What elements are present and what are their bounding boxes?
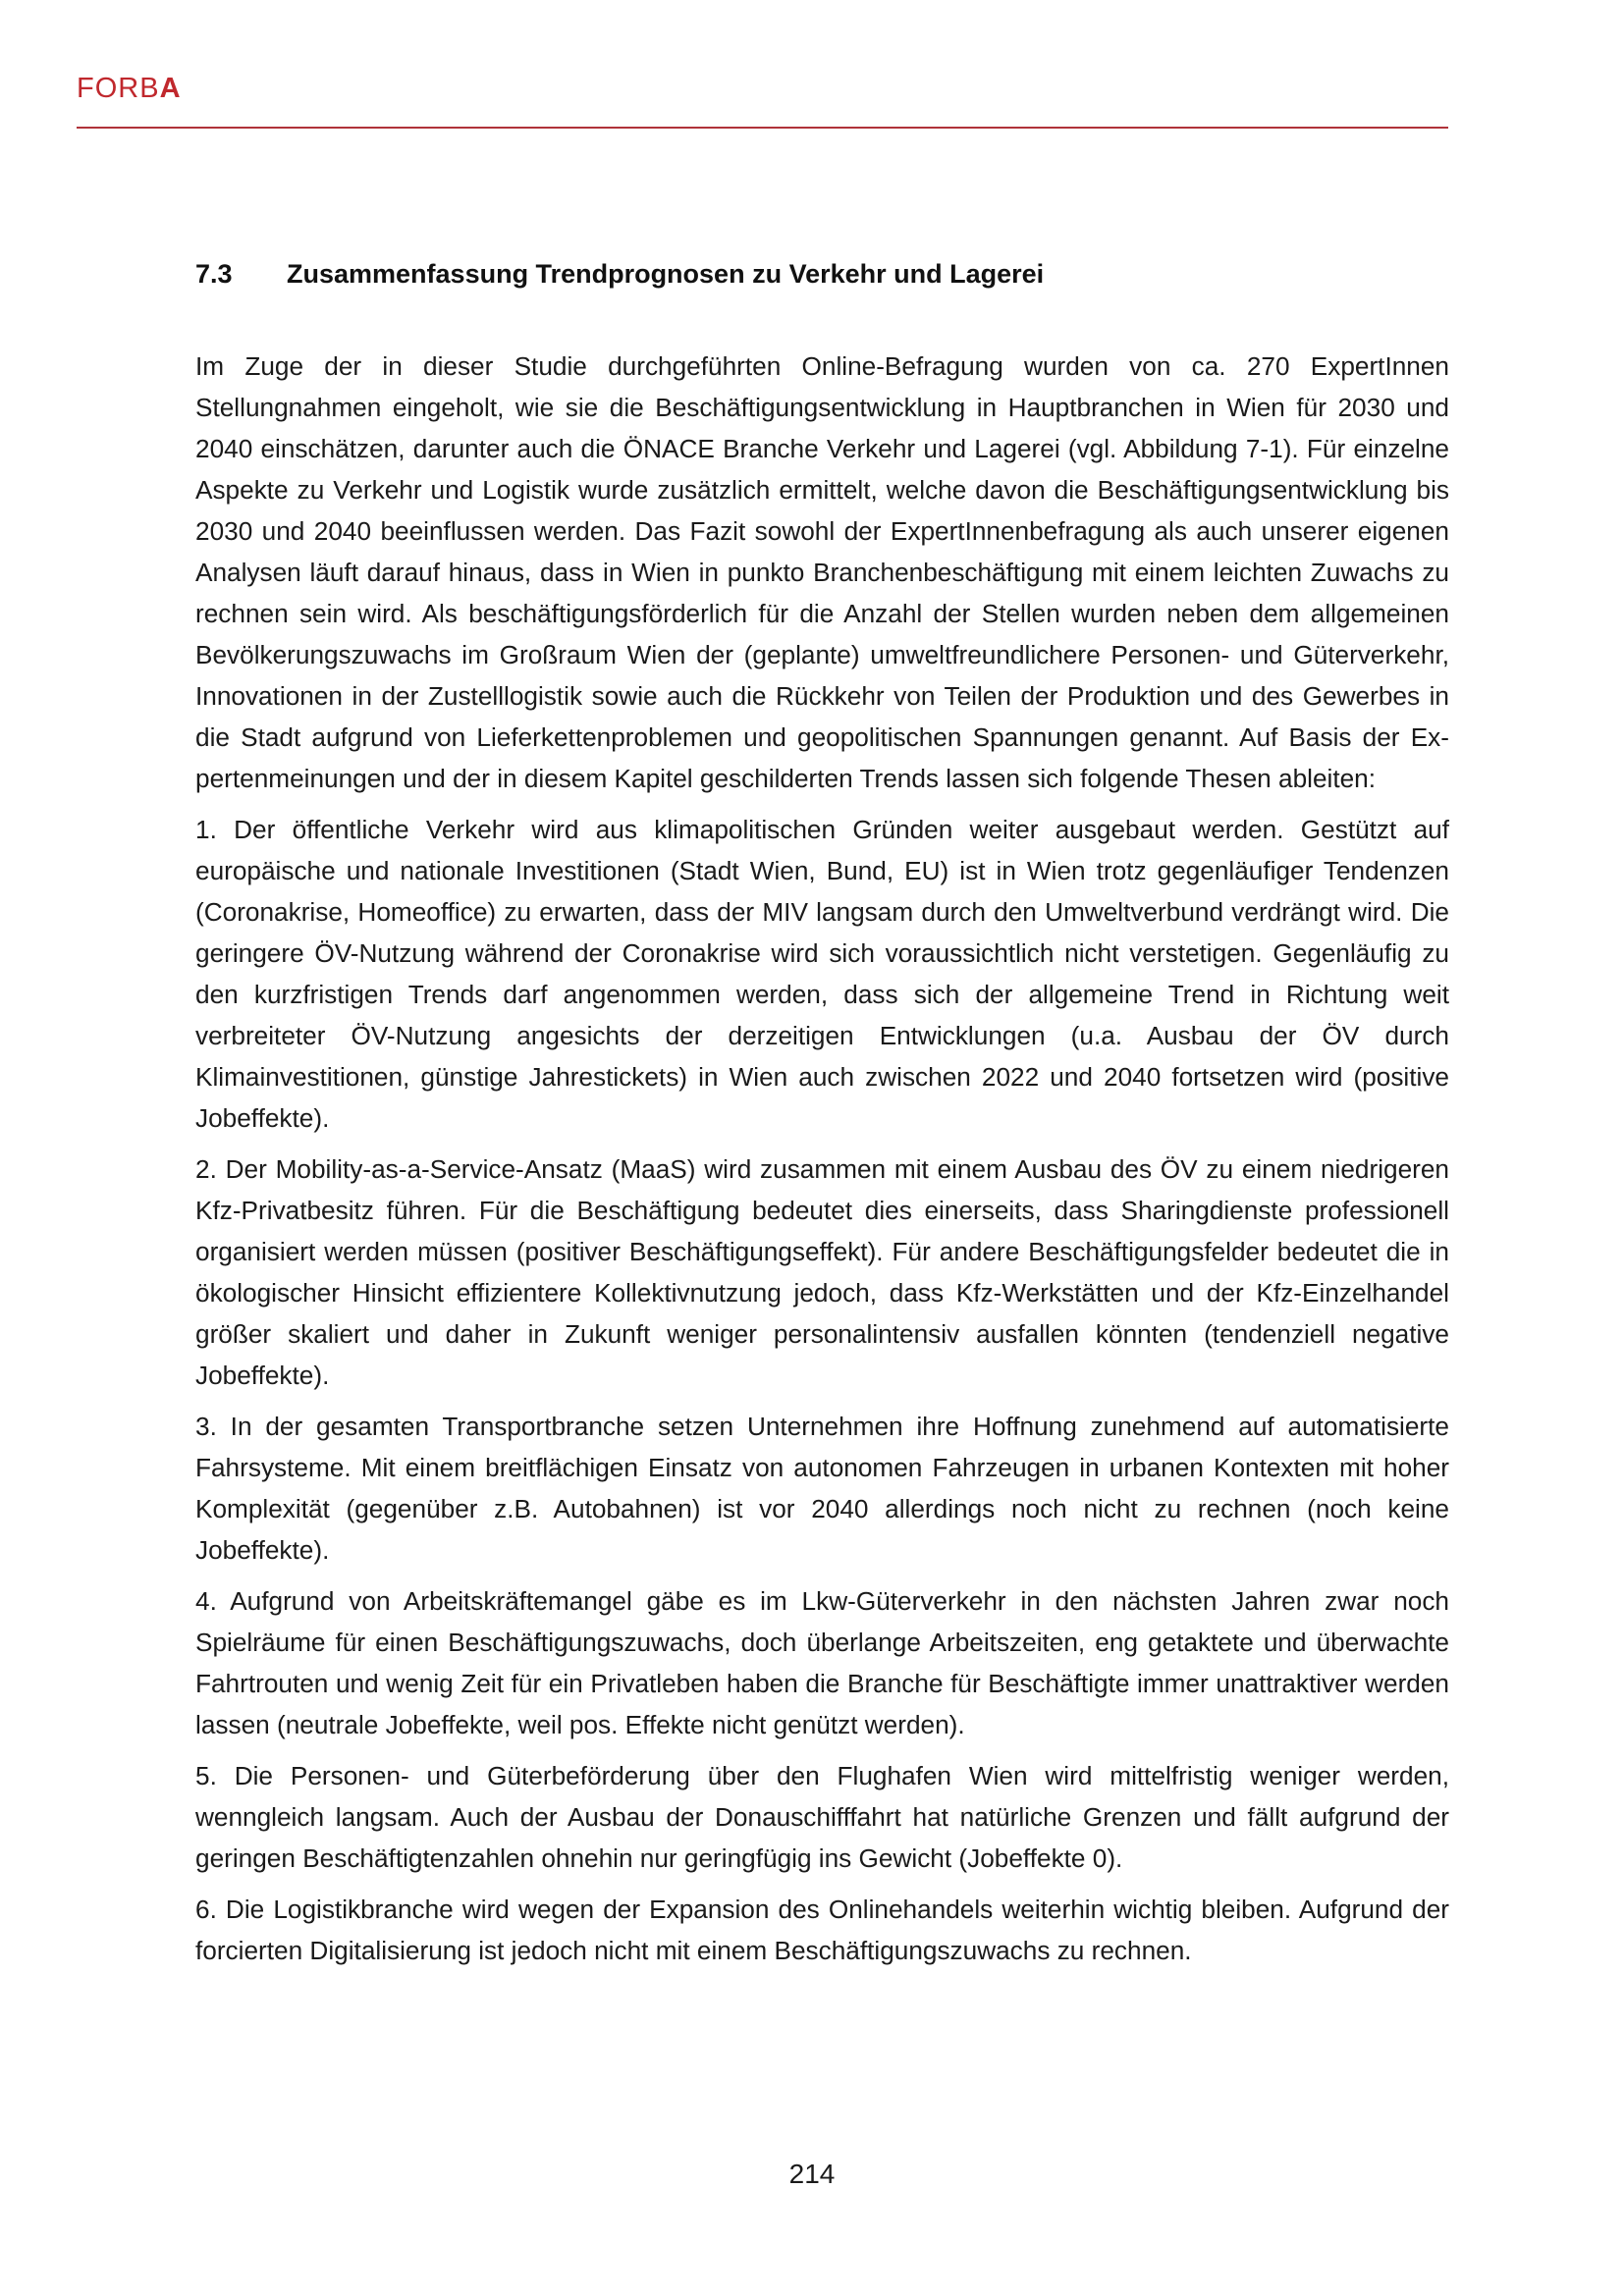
- logo-text-part2: A: [159, 73, 182, 104]
- section-title: Zusammenfassung Trendprognosen zu Verkehr und Lagerei: [287, 259, 1045, 289]
- thesis-paragraph-6: 6. Die Logistikbranche wird wegen der Expansion des Onlinehandels weiterhin wichtig bleiben. Aufgrund der forcierten Digitalisierung ist jedoch nicht mit einem Beschäftigungszuwachs zu rechnen.: [195, 1895, 1449, 1965]
- section-heading: [195, 259, 1044, 290]
- page-number: 214: [788, 2159, 836, 2189]
- thesis-paragraph-1: 1. Der öffentliche Verkehr wird aus klimapolitischen Gründen weiter ausgebaut werden. Gestützt auf europäische und nationale Investitionen (Stadt Wien, Bund, EU) ist in Wien trotz gegenläufiger Tendenzen (Coronakrise, Homeoffice) zu erwarten, dass der MIV langsam durch den Umweltverbund verdrängt wird. Die geringere ÖV-Nutzung während der Coronakrise wird sich voraussichtlich nicht verstetigen. Gegenläufig zu den kurzfristigen Trends darf angenommen werden, dass sich der allgemeine Trend in Richtung weit verbreiteter ÖV-Nutzung angesichts der derzeitigen Entwicklungen (u.a. Ausbau der ÖV durch Klimainvestitionen, günstige Jahrestickets) in Wien auch zwischen 2022 und 2040 fortsetzen wird (positive Jobeffekte).: [195, 815, 1449, 1133]
- intro-paragraph: Im Zuge der in dieser Studie durchgeführten Online-Befragung wurden von ca. 270 ExpertInnen Stellungnahmen eingeholt, wie sie die Beschäftigungsentwicklung in Hauptbranchen in Wien für 2030 und 2040 einschätzen, darunter auch die ÖNACE Branche Verkehr und Lagerei (vgl. Abbildung 7-1). Für einzelne Aspekte zu Verkehr und Logistik wurde zusätzlich ermittelt, welche davon die Beschäftigungsentwicklung bis 2030 und 2040 beeinflussen werden. Das Fazit sowohl der ExpertInnenbefragung als auch unserer eigenen Analysen läuft darauf hinaus, dass in Wien in punkto Branchenbeschäftigung mit einem leichten Zuwachs zu rechnen sein wird. Als beschäftigungsförderlich für die Anzahl der Stellen wurden neben dem allgemeinen Bevölkerungszuwachs im Großraum Wien der (geplante) umweltfreundlichere Personen- und Güterverkehr, Innovationen in der Zustelllogistik sowie auch die Rückkehr von Teilen der Produktion und des Gewerbes in die Stadt aufgrund von Lieferkettenproblemen und geopolitischen Spannungen genannt. Auf Basis der Expertenmeinungen und der in diesem Kapitel geschilderten Trends lassen sich folgende Thesen ableiten:: [195, 351, 1449, 793]
- thesis-paragraph-2: 2. Der Mobility-as-a-Service-Ansatz (MaaS) wird zusammen mit einem Ausbau des ÖV zu einem niedrigeren Kfz-Privatbesitz führen. Für die Beschäftigung bedeutet dies einerseits, dass Sharingdienste professionell organisiert werden müssen (positiver Beschäftigungseffekt). Für andere Beschäftigungsfelder bedeutet die in ökologischer Hinsicht effizientere Kollektivnutzung jedoch, dass Kfz-Werkstätten und der Kfz-Einzelhandel größer skaliert und daher in Zukunft weniger personalintensiv ausfallen könnten (tendenziell negative Jobeffekte).: [195, 1154, 1449, 1390]
- thesis-paragraph-4: 4. Aufgrund von Arbeitskräftemangel gäbe es im Lkw-Güterverkehr in den nächsten Jahren zwar noch Spielräume für einen Beschäftigungszuwachs, doch überlange Arbeitszeiten, eng getaktete und überwachte Fahrtrouten und wenig Zeit für ein Privatleben haben die Branche für Beschäftigte immer unattraktiver werden lassen (neutrale Jobeffekte, weil pos. Effekte nicht genützt werden).: [195, 1586, 1449, 1739]
- section-number: 7.3: [195, 259, 233, 289]
- forba-logo: [77, 73, 182, 105]
- thesis-paragraph-5: 5. Die Personen- und Güterbeförderung über den Flughafen Wien wird mittelfristig weniger werden, wenngleich langsam. Auch der Ausbau der Donauschifffahrt hat natürliche Grenzen und fällt aufgrund der geringen Beschäftigtenzahlen ohnehin nur geringfügig ins Gewicht (Jobeffekte 0).: [195, 1761, 1449, 1873]
- logo-text-part1: FORB: [77, 73, 160, 104]
- thesis-paragraph-3: 3. In der gesamten Transportbranche setzen Unternehmen ihre Hoffnung zunehmend auf automatisierte Fahrsysteme. Mit einem breitflächigen Einsatz von autonomen Fahrzeugen in urbanen Kontexten mit hoher Komplexität (gegenüber z.B. Autobahnen) ist vor 2040 allerdings noch nicht zu rechnen (noch keine Jobeffekte).: [195, 1412, 1449, 1565]
- body-text: [195, 346, 1449, 1981]
- header-divider: [77, 127, 1448, 129]
